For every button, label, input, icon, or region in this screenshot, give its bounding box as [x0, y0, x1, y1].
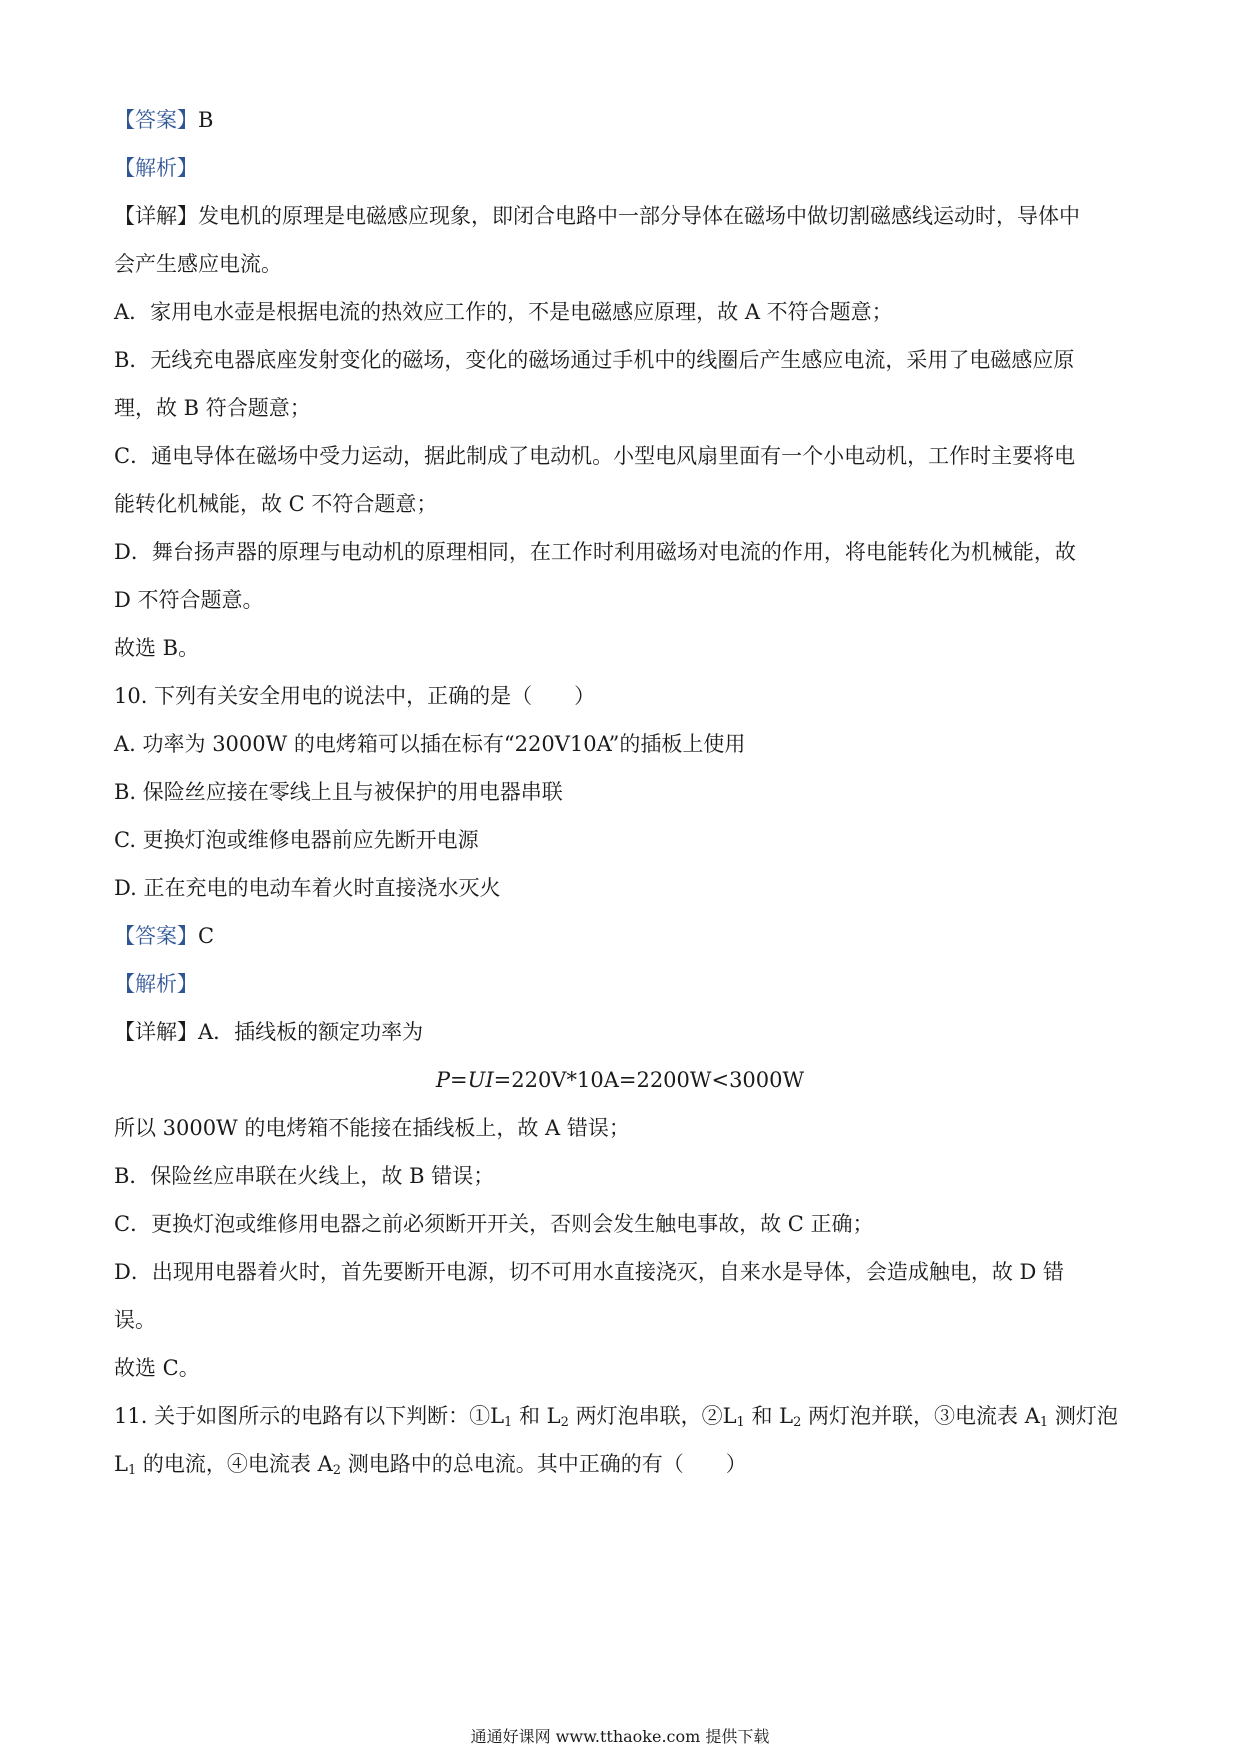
q11-stem-line-2 — [114, 1449, 747, 1479]
q11-text: 两灯泡串联，②L — [568, 1404, 737, 1428]
q11-text: 11. 关于如图所示的电路有以下判断：①L — [114, 1404, 505, 1428]
formula-ui: UI — [467, 1068, 494, 1092]
q11-text: 两灯泡并联，③电流表 A — [801, 1404, 1040, 1428]
q11-text: 的电流，④电流表 A — [136, 1452, 333, 1476]
analysis-tag: 【解析】 — [114, 156, 198, 180]
q11-text: 和 L — [512, 1404, 561, 1428]
q11-stem-line-1 — [114, 1401, 1118, 1431]
formula-eq: = — [450, 1068, 468, 1092]
q10-analysis-tag — [114, 969, 198, 999]
q10-option-b: B. 保险丝应接在零线上且与被保护的用电器串联 — [114, 780, 563, 804]
q10-explain-b: B．保险丝应串联在火线上，故 B 错误； — [114, 1164, 495, 1188]
q10-detail-line-1 — [114, 1017, 423, 1047]
q11-text: 测电路中的总电流。其中正确的有（ ） — [341, 1452, 747, 1476]
q11-text: 测灯泡 — [1048, 1404, 1118, 1428]
q9-detail-line-2: 会产生感应电流。 — [114, 252, 282, 276]
page-footer: 通通好课网 www.tthaoke.com 提供下载 — [470, 1727, 770, 1746]
q10-conclusion: 故选 C。 — [114, 1356, 200, 1380]
q9-explain-b-1: B．无线充电器底座发射变化的磁场，变化的磁场通过手机中的线圈后产生感应电流，采用了电磁感应原 — [114, 348, 1075, 372]
q9-answer-line — [114, 105, 213, 135]
subscript: 2 — [793, 1415, 802, 1430]
formula-p: P — [435, 1068, 451, 1092]
subscript: 1 — [504, 1415, 513, 1430]
q11-text: L — [114, 1452, 128, 1476]
q9-explain-a: A．家用电水壶是根据电流的热效应工作的，不是电磁感应原理，故 A 不符合题意； — [114, 300, 893, 324]
answer-tag: 【答案】 — [114, 108, 198, 132]
subscript: 2 — [332, 1463, 342, 1478]
subscript: 2 — [560, 1415, 569, 1430]
detail-text: A．插线板的额定功率为 — [198, 1020, 424, 1044]
q10-explain-d-2: 误。 — [114, 1308, 156, 1332]
q9-explain-b-2: 理，故 B 符合题意； — [114, 396, 311, 420]
detail-text: 发电机的原理是电磁感应现象，即闭合电路中一部分导体在磁场中做切割磁感线运动时，导体中 — [198, 204, 1080, 228]
analysis-tag: 【解析】 — [114, 972, 198, 996]
power-formula — [0, 1065, 1240, 1095]
subscript: 1 — [127, 1463, 137, 1478]
q10-option-d: D. 正在充电的电动车着火时直接浇水灭火 — [114, 876, 501, 900]
q9-detail-line-1 — [114, 201, 1080, 231]
q9-explain-d-1: D．舞台扬声器的原理与电动机的原理相同，在工作时利用磁场对电流的作用，将电能转化为机械能，故 — [114, 540, 1076, 564]
answer-value: B — [198, 108, 214, 132]
q9-analysis-tag — [114, 153, 198, 183]
q10-option-c: C. 更换灯泡或维修电器前应先断开电源 — [114, 828, 479, 852]
formula-rest: =220V*10A=2200W<3000W — [493, 1068, 805, 1092]
detail-tag: 【详解】 — [114, 204, 198, 228]
q9-explain-c-1: C．通电导体在磁场中受力运动，据此制成了电动机。小型电风扇里面有一个小电动机，工作时主要将电 — [114, 444, 1076, 468]
q10-answer-line — [114, 921, 214, 951]
q10-explain-c: C．更换灯泡或维修用电器之前必须断开开关，否则会发生触电事故，故 C 正确； — [114, 1212, 874, 1236]
q11-text: 和 L — [744, 1404, 794, 1428]
q9-conclusion: 故选 B。 — [114, 636, 200, 660]
q10-explain-a-2: 所以 3000W 的电烤箱不能接在插线板上，故 A 错误； — [114, 1116, 630, 1140]
detail-tag: 【详解】 — [114, 1020, 198, 1044]
q10-explain-d-1: D．出现用电器着火时，首先要断开电源，切不可用水直接浇灭，自来水是导体，会造成触电，故 D 错 — [114, 1260, 1065, 1284]
q9-explain-d-2: D 不符合题意。 — [114, 588, 264, 612]
subscript: 1 — [736, 1415, 745, 1430]
q10-stem: 10. 下列有关安全用电的说法中，正确的是（ ） — [114, 684, 596, 708]
answer-tag: 【答案】 — [114, 924, 198, 948]
q10-option-a: A. 功率为 3000W 的电烤箱可以插在标有“220V10A”的插板上使用 — [114, 732, 746, 756]
answer-value: C — [198, 924, 215, 948]
subscript: 1 — [1039, 1415, 1049, 1430]
q9-explain-c-2: 能转化机械能，故 C 不符合题意； — [114, 492, 438, 516]
